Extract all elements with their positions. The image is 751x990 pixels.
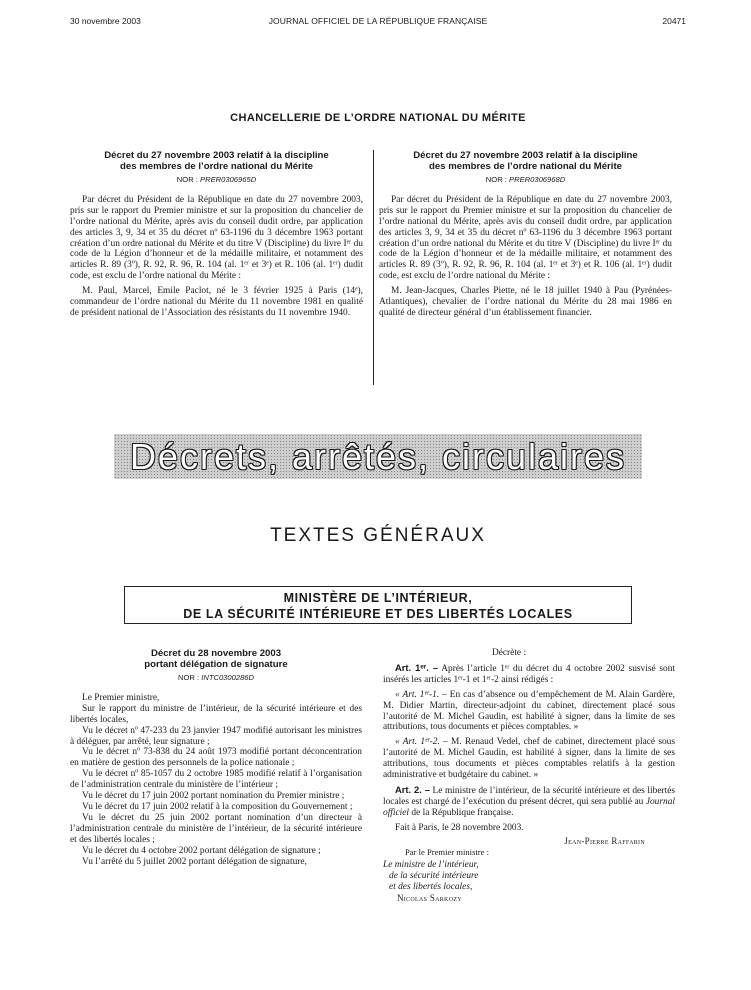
right-decree-title: Décret du 27 novembre 2003 relatif à la discipline des membres de l’ordre national du Mérite <box>413 150 638 172</box>
visa-item: Vu le décret du 17 juin 2002 portant nomination du Premier ministre ; <box>82 791 345 802</box>
decrete-heading: Décrète : <box>491 648 527 658</box>
right-decree-body: Par décret du Président de la République en date du 27 novembre 2003, pris sur le rapport du Premier ministre et sur la proposition du chancelier de l’ordre national du Mérite, après avis du conseil dudit ordre, par application des articles 3, 9, 34 et 35 du décret nº 63-1196 du 3 décembre 1963 portant création d’un ordre national du Mérite et du titre V (Discipline) du livre Iᵉʳ du code de la Légion d’honneur et de la médaille militaire, et notamment des articles R. 89 (3º), R. 92, R. 96, R. 104 (al. 1ᵉʳ et 3ᵉ) et R. 106 (al. 1ᵉʳ) dudit code, est exclu de l’ordre national du Mérite : <box>379 194 672 282</box>
article-1: Art. 1ᵉʳ. – Après l’article 1ᵉʳ du décret du 4 octobre 2002 susvisé sont insérés les articles 1ᵉʳ-1 et 1ᵉʳ-2 ainsi rédigés : <box>383 661 675 685</box>
visa-item: Sur le rapport du ministre de l’intérieur, de la sécurité intérieure et des libertés locales, <box>70 703 362 725</box>
left-decree-title: Décret du 27 novembre 2003 relatif à la discipline des membres de l’ordre national du Mérite <box>104 150 329 172</box>
left-decree-person: M. Paul, Marcel, Emile Paclot, né le 3 février 1925 à Paris (14ᵉ), commandeur de l’ordre national du Mérite du 11 novembre 1981 en qualité de président national de l’Association des résistants du 11 novembre 1940. <box>70 286 363 318</box>
visa-item: Vu le décret nº 47-233 du 23 janvier 1947 modifié autorisant les ministres à déléguer, par arrêté, leur signature ; <box>70 725 362 747</box>
article-1-2: « Art. 1ᵉʳ-2. – M. Renaud Vedel, chef de cabinet, directement placé sous l’autorité de M. Michel Gaudin, est habilité à signer, dans la limite de ses attributions, tous documents et pièces comptables relatifs à la gestion administrative et budgétaire du cabinet. » <box>383 737 675 781</box>
article-2: Art. 2. – Le ministre de l’intérieur, de la sécurité intérieure et des libertés locales est chargé de l’exécution du présent décret, qui sera publié au Journal officiel de la République française. <box>383 783 676 818</box>
delegation-intro: Le Premier ministre, <box>82 692 160 703</box>
signatory-name: Jean-Pierre Raffarin <box>564 835 645 846</box>
page-header <box>70 16 686 30</box>
minister-title-2: de la sécurité intérieure <box>389 871 479 882</box>
right-decree-nor: NOR : PRER0306968D <box>485 175 566 184</box>
par-le-premier-ministre: Par le Premier ministre : <box>405 846 490 857</box>
column-divider <box>373 150 374 385</box>
visa-item: Vu le décret nº 73-838 du 24 août 1973 modifié portant déconcentration en matière de gestion des personnels de la police nationale ; <box>70 747 362 769</box>
header-page-number: 20471 <box>662 16 686 26</box>
left-decree-body: Par décret du Président de la République en date du 27 novembre 2003, pris sur le rapport du Premier ministre et sur la proposition du chancelier de l’ordre national du Mérite, après avis du conseil dudit ordre, par application des articles 3, 9, 34 et 35 du décret nº 63-1196 du 3 décembre 1963 portant création d’un ordre national du Mérite et du titre V (Discipline) du livre Iᵉʳ du code de la Légion d’honneur et de la médaille militaire, et notamment des articles R. 89 (3º), R. 92, R. 96, R. 104 (al. 1ᵉʳ et 3ᵉ) et R. 106 (al. 1ᵉʳ) dudit code, est exclu de l’ordre national du Mérite : <box>70 194 363 282</box>
minister-title-1: Le ministre de l’intérieur, <box>383 860 479 871</box>
delegation-decree-left <box>70 648 362 867</box>
right-decree-person: M. Jean-Jacques, Charles Piette, né le 18 juillet 1940 à Pau (Pyrénées-Atlantiques), chevalier de l’ordre national du Mérite du 28 mai 1986 en qualité de directeur général d’un établissement financier. <box>379 286 672 318</box>
article-1-1: « Art. 1ᵉʳ-1. – En cas d’absence ou d’empêchement de M. Alain Gardère, M. Didier Martin, directeur-adjoint du cabinet, directement placé sous l’autorité de M. Michel Gaudin, est habilité à signer, dans la limite de ses attributions, tous documents et pièces comptables. » <box>383 689 675 733</box>
section-banner <box>114 434 642 479</box>
visa-item: Vu le décret du 17 juin 2002 relatif à la composition du Gouvernement ; <box>82 801 353 812</box>
visa-item: Vu l’arrêté du 5 juillet 2002 portant délégation de signature, <box>82 856 307 867</box>
header-date: 30 novembre 2003 <box>70 16 141 26</box>
ministry-line-1: MINISTÈRE DE L’INTÉRIEUR, <box>283 591 473 605</box>
delegation-decree-right <box>383 648 675 904</box>
minister-title-3: et des libertés locales, <box>389 882 473 893</box>
right-decree <box>379 150 672 319</box>
ministry-line-2: DE LA SÉCURITÉ INTÉRIEURE ET DES LIBERTÉS LOCALES <box>183 607 573 621</box>
visa-item: Vu le décret du 4 octobre 2002 portant délégation de signature ; <box>82 845 321 856</box>
left-decree-nor: NOR : PRER0306965D <box>176 175 257 184</box>
visa-item: Vu le décret du 25 juin 2002 portant nomination d’un directeur à l’administration centrale du ministère de l’intérieur, de la sécurité intérieure et des libertés locales ; <box>70 812 362 845</box>
left-decree <box>70 150 363 319</box>
delegation-title: Décret du 28 novembre 2003 portant délégation de signature <box>144 648 288 670</box>
fait-a-paris: Fait à Paris, le 28 novembre 2003. <box>395 822 524 833</box>
header-journal-title: JOURNAL OFFICIEL DE LA RÉPUBLIQUE FRANÇAISE <box>268 16 488 26</box>
visa-item: Vu le décret nº 85-1057 du 2 octobre 1985 modifié relatif à l’organisation de l’administration centrale du ministère de l’intérieur ; <box>70 769 362 791</box>
chancellerie-heading: CHANCELLERIE DE L’ORDRE NATIONAL DU MÉRITE <box>230 112 526 124</box>
minister-name: Nicolas Sarkozy <box>397 893 462 904</box>
banner-title: Décrets, arrêtés, circulaires <box>129 435 627 477</box>
textes-generaux-heading: TEXTES GÉNÉRAUX <box>270 525 486 546</box>
delegation-nor: NOR : INTC0300286D <box>178 673 254 682</box>
ministry-box <box>124 586 632 624</box>
